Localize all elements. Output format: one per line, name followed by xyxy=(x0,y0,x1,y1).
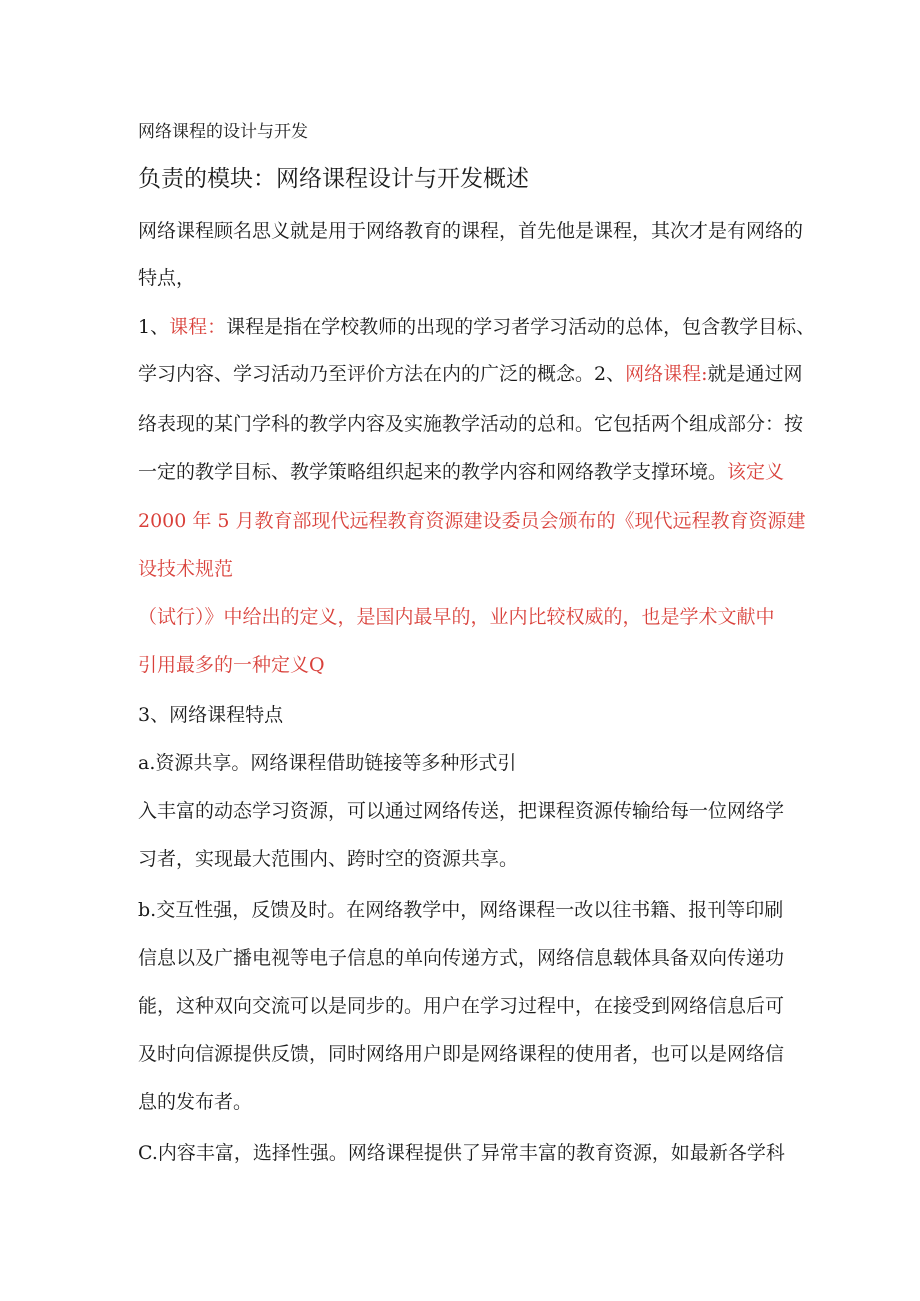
definition-text: 一定的教学目标、教学策略组织起来的教学内容和网络教学支撑环境。 xyxy=(138,461,728,483)
document-title: 网络课程的设计与开发 xyxy=(138,122,308,142)
definition-number: 1、 xyxy=(138,316,170,338)
term-course: 课程： xyxy=(169,316,227,338)
definition-line-4 xyxy=(138,459,784,485)
definition-line-2 xyxy=(138,361,803,387)
source-note-line-2: 设技术规范 xyxy=(138,558,234,580)
intro-line-1: 网络课程顾名思义就是用于网络教育的课程，首先他是课程，其次才是有网络的 xyxy=(138,220,804,242)
source-note: 该定义 xyxy=(727,461,785,483)
source-note-line-4: 引用最多的一种定义Q xyxy=(138,654,325,676)
definition-text: 课程是指在学校教师的出现的学习者学习活动的总体，包含教学目标、 xyxy=(226,316,816,338)
feature-b-line-2: 信息以及广播电视等电子信息的单向传递方式，网络信息载体具备双向传递功 xyxy=(138,947,785,969)
definition-text: 就是通过网 xyxy=(707,363,803,385)
features-heading: 3、网络课程特点 xyxy=(138,704,284,726)
definition-text: 学习内容、学习活动乃至评价方法在内的广泛的概念。2、 xyxy=(138,363,626,385)
feature-b-line-5: 息的发布者。 xyxy=(138,1091,253,1113)
term-online-course: 网络课程: xyxy=(625,363,708,385)
definition-line-1 xyxy=(138,314,815,340)
source-note-line-3: （试行）》中给出的定义，是国内最早的，业内比较权威的，也是学术文献中 xyxy=(138,606,775,628)
intro-line-2: 特点， xyxy=(138,267,196,289)
feature-b-line-1: b.交互性强，反馈及时。在网络教学中，网络课程一改以往书籍、报刊等印刷 xyxy=(138,899,784,921)
feature-c-line-1: C.内容丰富，选择性强。网络课程提供了异常丰富的教育资源，如最新各学科 xyxy=(138,1142,785,1164)
feature-b-line-4: 及时向信源提供反馈，同时网络用户即是网络课程的使用者，也可以是网络信 xyxy=(138,1043,785,1065)
feature-b-line-3: 能，这种双向交流可以是同步的。用户在学习过程中，在接受到网络信息后可 xyxy=(138,995,785,1017)
source-note-line-1: 2000 年 5 月教育部现代远程教育资源建设委员会颁布的《现代远程教育资源建 xyxy=(138,510,806,532)
definition-line-3: 络表现的某门学科的教学内容及实施教学活动的总和。它包括两个组成部分：按 xyxy=(138,413,804,435)
module-heading: 负责的模块：网络课程设计与开发概述 xyxy=(138,166,529,192)
feature-a-line-2: 入丰富的动态学习资源，可以通过网络传送，把课程资源传输给每一位网络学 xyxy=(138,800,785,822)
feature-a-line-1: a.资源共享。网络课程借助链接等多种形式引 xyxy=(138,752,517,774)
feature-a-line-3: 习者，实现最大范围内、跨时空的资源共享。 xyxy=(138,848,519,870)
